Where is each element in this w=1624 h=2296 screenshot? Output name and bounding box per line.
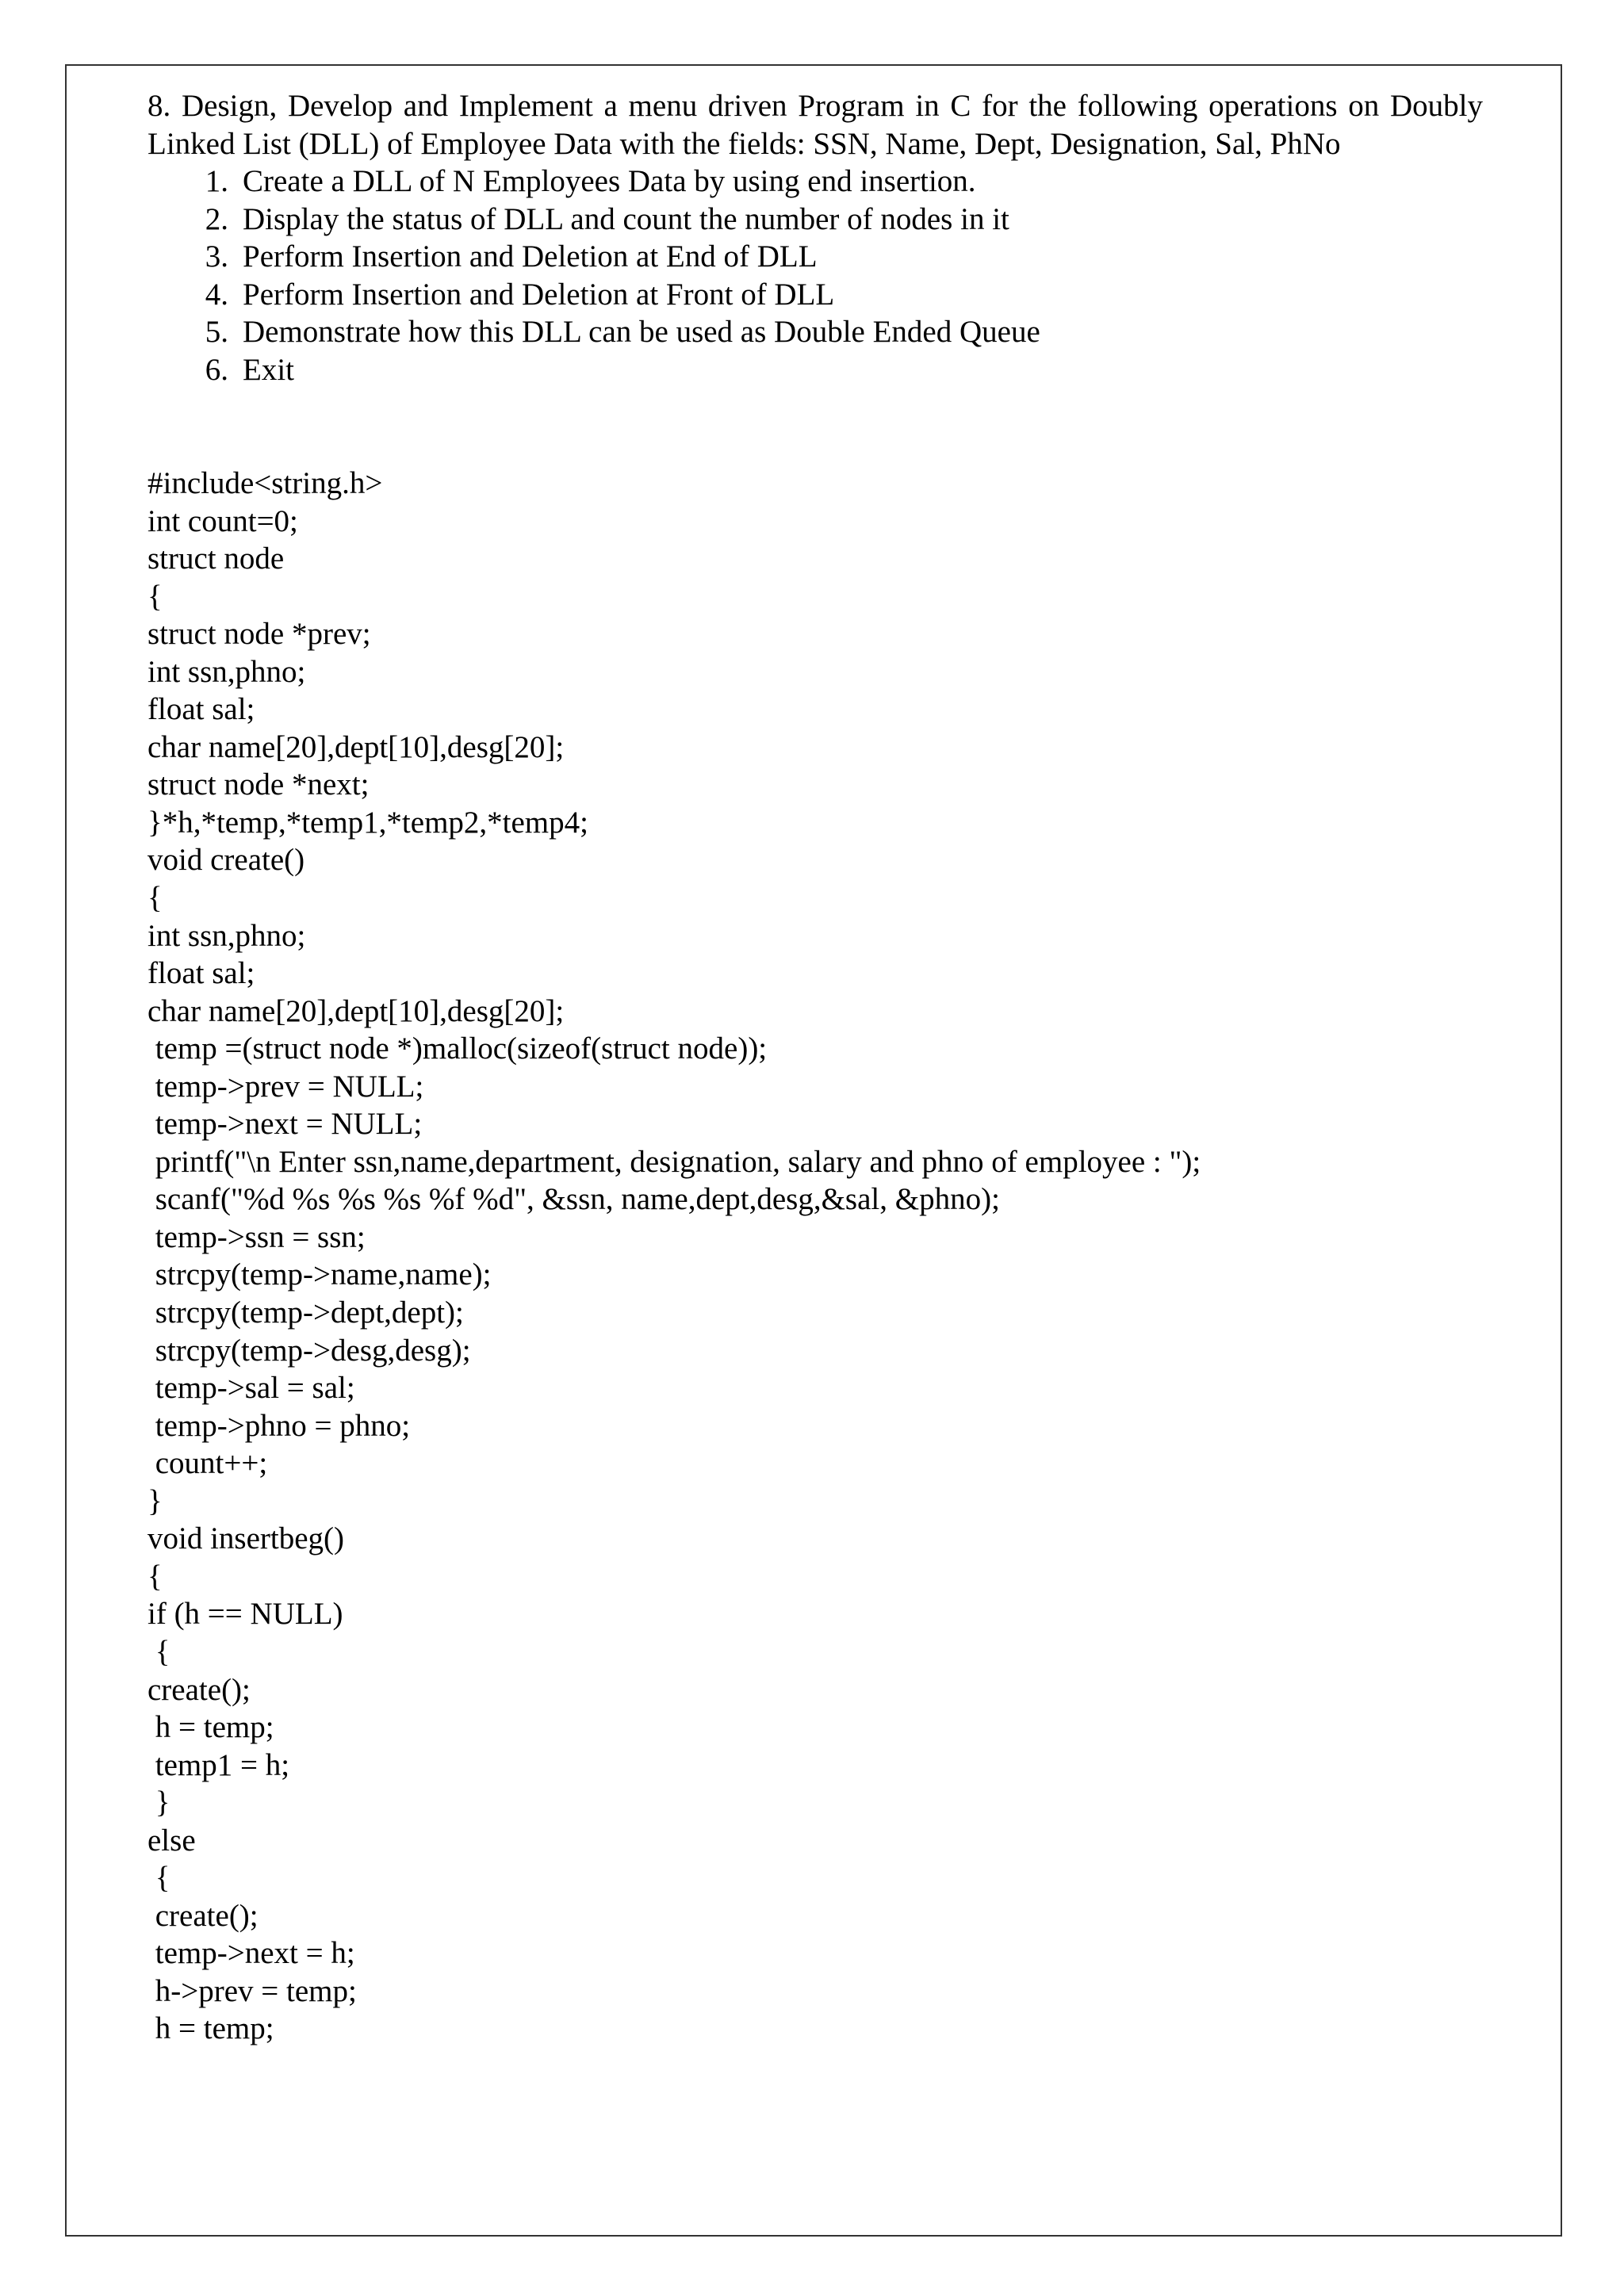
code-line: count++; <box>147 1446 268 1481</box>
code-line: #include<string.h> <box>147 466 383 500</box>
code-line: h->prev = temp; <box>147 1973 357 2008</box>
code-line: { <box>147 1634 170 1669</box>
code-line: { <box>147 881 163 916</box>
menu-item <box>147 351 1483 389</box>
code-line: void insertbeg() <box>147 1521 345 1556</box>
code-line: struct node *next; <box>147 767 370 802</box>
code-line: temp->phno = phno; <box>147 1408 411 1443</box>
code-line: char name[20],dept[10],desg[20]; <box>147 729 565 764</box>
menu-item-text: Perform Insertion and Deletion at End of DLL <box>243 239 818 274</box>
menu-item <box>147 276 1483 314</box>
code-line: temp->prev = NULL; <box>147 1069 424 1104</box>
code-line: h = temp; <box>147 1710 274 1745</box>
code-line: char name[20],dept[10],desg[20]; <box>147 993 565 1028</box>
code-line: } <box>147 1483 163 1518</box>
code-line: create(); <box>147 1898 259 1933</box>
code-line: int count=0; <box>147 503 298 538</box>
code-line: temp->sal = sal; <box>147 1371 355 1406</box>
code-line: scanf("%d %s %s %s %f %d", &ssn, name,dept,desg,&sal, &phno); <box>147 1182 1000 1217</box>
menu-item <box>147 163 1483 201</box>
code-line: { <box>147 579 163 614</box>
code-line: temp1 = h; <box>147 1747 290 1782</box>
menu-item-text: Display the status of DLL and count the number of nodes in it <box>243 201 1009 236</box>
code-line: if (h == NULL) <box>147 1597 343 1632</box>
menu-item <box>147 238 1483 276</box>
code-line: temp->next = NULL; <box>147 1107 423 1142</box>
code-line: struct node <box>147 541 285 576</box>
code-line: create(); <box>147 1672 251 1707</box>
code-line: }*h,*temp,*temp1,*temp2,*temp4; <box>147 805 588 840</box>
code-line: h = temp; <box>147 2011 274 2046</box>
code-line: int ssn,phno; <box>147 654 306 689</box>
code-line: temp->ssn = ssn; <box>147 1219 366 1254</box>
menu-item-number: 4. <box>205 277 228 312</box>
code-line: temp->next = h; <box>147 1936 355 1971</box>
menu-item-text: Demonstrate how this DLL can be used as Double Ended Queue <box>243 315 1040 349</box>
problem-statement: 8. Design, Develop and Implement a menu driven Program in C for the following operations on Doubly Linked List (DLL) of Employee Data with the fields: SSN, Name, Dept, Designation, Sal, PhNo <box>147 89 1483 161</box>
code-line: temp =(struct node *)malloc(sizeof(struct node)); <box>147 1031 768 1066</box>
code-line: } <box>147 1785 170 1820</box>
menu-item-number: 5. <box>205 315 228 349</box>
code-line: { <box>147 1861 170 1896</box>
menu-item-number: 1. <box>205 164 228 198</box>
document-content <box>147 87 1483 2048</box>
menu-item-number: 2. <box>205 201 228 236</box>
code-line: strcpy(temp->desg,desg); <box>147 1333 471 1368</box>
code-line: printf("\n Enter ssn,name,department, designation, salary and phno of employee : "); <box>147 1144 1201 1179</box>
code-line: strcpy(temp->dept,dept); <box>147 1295 464 1330</box>
menu-item-number: 6. <box>205 352 228 387</box>
menu-item-text: Perform Insertion and Deletion at Front of DLL <box>243 277 835 312</box>
menu-list <box>147 163 1483 388</box>
code-line: else <box>147 1823 196 1858</box>
code-line: void create() <box>147 843 305 878</box>
menu-item-text: Create a DLL of N Employees Data by using end insertion. <box>243 164 976 198</box>
menu-item <box>147 313 1483 351</box>
code-line: int ssn,phno; <box>147 918 306 953</box>
code-line: struct node *prev; <box>147 617 371 652</box>
menu-item-number: 3. <box>205 239 228 274</box>
code-line: strcpy(temp->name,name); <box>147 1257 492 1292</box>
code-line: { <box>147 1559 163 1594</box>
menu-item-text: Exit <box>243 352 294 387</box>
menu-item <box>147 201 1483 239</box>
code-line: float sal; <box>147 956 255 991</box>
code-line: float sal; <box>147 692 255 727</box>
code-listing <box>147 465 1483 2048</box>
